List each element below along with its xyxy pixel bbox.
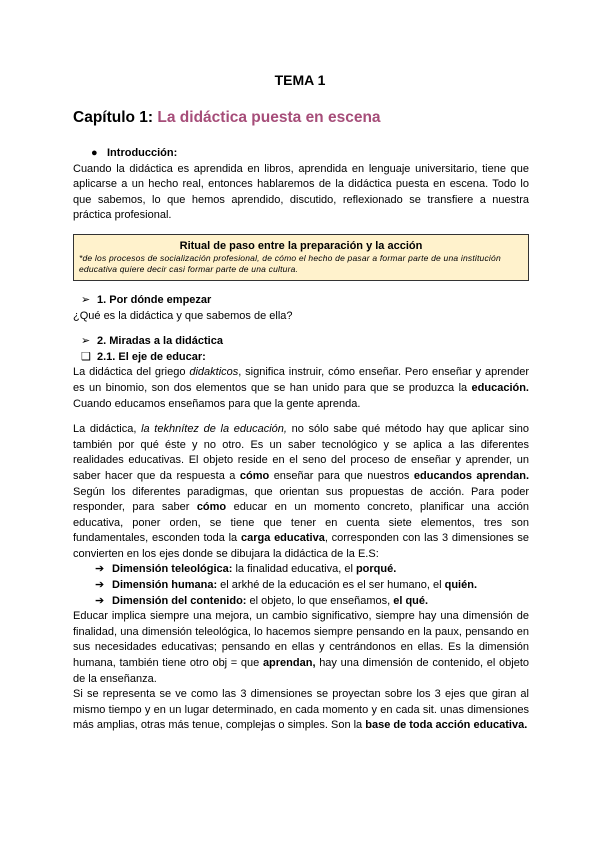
arrowhead-icon: ➢ bbox=[81, 335, 91, 348]
dimension-item: ➔ Dimensión humana: el arkhé de la educación es el ser humano, el quién. bbox=[73, 578, 529, 594]
subsection-label: 2.1. El eje de educar: bbox=[97, 350, 206, 363]
chapter-name: La didáctica puesta en escena bbox=[157, 109, 381, 126]
highlight-box-text: *de los procesos de socialización profesional, de cómo el hecho de pasar a formar parte de una institución educativa quiere decir casi formar parte de una cultura. bbox=[79, 252, 501, 274]
document-title: TEMA 1 bbox=[274, 72, 326, 88]
section-1-label: 1. Por dónde empezar bbox=[97, 293, 212, 306]
arrowhead-icon: ➢ bbox=[81, 293, 91, 306]
section-1-heading bbox=[73, 293, 529, 309]
paragraph-didactica-origen: La didáctica del griego didakticos, significa instruir, cómo enseñar. Pero enseñar y aprender es un binomio, son dos elementos que se han unido para que se produzca la educación. Cuando educamos enseñamos para que la gente aprenda. bbox=[73, 366, 529, 410]
dimension-item: ➔ Dimensión del contenido: el objeto, lo que enseñamos, el qué. bbox=[73, 594, 529, 610]
arrow-right-icon: ➔ bbox=[95, 563, 105, 576]
subsection-heading bbox=[73, 350, 529, 366]
section-1-question: ¿Qué es la didáctica y que sabemos de ella? bbox=[73, 309, 293, 322]
chapter-prefix: Capítulo 1: bbox=[73, 109, 154, 126]
arrow-right-icon: ➔ bbox=[95, 594, 105, 607]
section-2-label: 2. Miradas a la didáctica bbox=[97, 335, 223, 348]
intro-paragraph: Cuando la didáctica es aprendida en libros, aprendida en lenguaje universitario, tiene que aplicarse a un hecho real, entonces hablaremos de la didáctica puesta en escena. Todo lo que sabemos, lo que hemos aprendido, discutido, reflexionado se transfiere a nuestra práctica profesional. bbox=[73, 162, 529, 222]
arrow-right-icon: ➔ bbox=[95, 579, 105, 592]
chapter-heading bbox=[73, 109, 381, 127]
intro-heading bbox=[73, 146, 529, 162]
bullet-dot-icon: ● bbox=[91, 147, 98, 159]
section-2-heading bbox=[73, 334, 529, 350]
document-body bbox=[73, 146, 529, 734]
paragraph-tekhnitez: La didáctica, la tekhnítez de la educación, no sólo sabe qué método hay que aplicar sino también por qué éste y no otro. Es un saber tecnológico y se aplica a las diferentes realidades educativas. El objeto reside en el seno del proceso de enseñar y aprender, un saber hacer que da respuesta a cómo enseñar para que nuestros educandos aprendan. Según los diferentes paradigmas, que orientan sus propuestas de acción. Para poder responder, para saber cómo educar en un momento concreto, planificar una acción educativa, poner orden, se tiene que tener en cuenta siete elementos, tres son fundamentales, esconden toda la carga educativa, corresponden con las 3 dimensiones se convierten en los ejes donde se dibujara la didáctica de la E.S: bbox=[73, 423, 530, 560]
paragraph-representa: Si se representa se ve como las 3 dimensiones se proyectan sobre los 3 ejes que giran al mismo tiempo y en un lugar determinado, en cada momento y en cada sit. unas dimensiones más amplias, otras más tenue, complejas o simples. Son la base de toda acción educativa. bbox=[73, 688, 529, 732]
checkbox-icon: ❑ bbox=[81, 350, 91, 363]
paragraph-educar-implica: Educar implica siempre una mejora, un cambio significativo, siempre hay una dimensión de finalidad, una dimensión teleológica, lo hacemos siempre pensando en la paux, pensando en sus necesidades educativas; pensando en ellas y centrándonos en ellas. Es la dimensión humana, también tiene otro obj = que aprendan, hay una dimensión de contenido, el objeto de la enseñanza. bbox=[73, 610, 529, 685]
highlight-box bbox=[73, 234, 529, 281]
intro-heading-label: Introducción: bbox=[107, 147, 178, 159]
dimension-item: ➔ Dimensión teleológica: la finalidad educativa, el porqué. bbox=[73, 562, 529, 578]
highlight-box-title: Ritual de paso entre la preparación y la acción bbox=[179, 239, 423, 252]
